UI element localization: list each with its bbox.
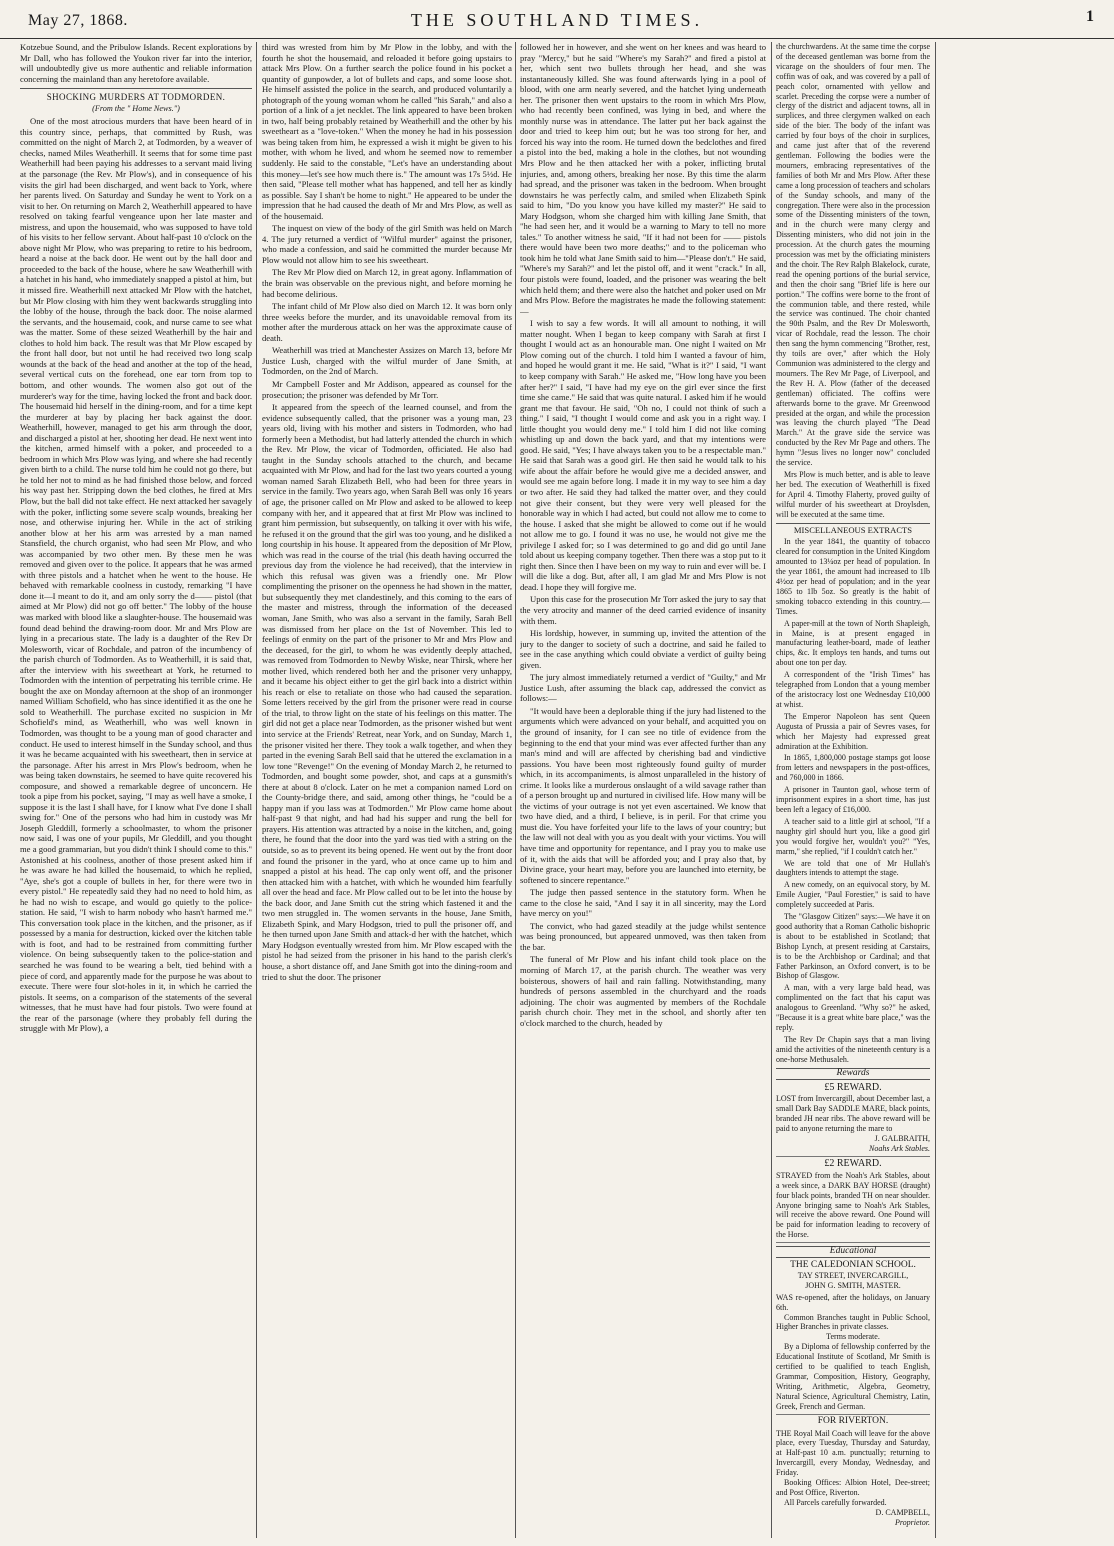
article-paragraph: It appeared from the speech of the learned counsel, and from the evidence subsequently called, that the prisoner was a young man, 23 years old, living with his mother and sisters in Todmorden, who had formerly been a Methodist, but had latterly attended the church in which the Rev. Mr Plow, the vicar of Todmorden, officiated. He also had taught in the Sunday schools attached to the church, and became acquainted with Mr Plow, and had for the last two years courted a young woman named Sarah Elizabeth Bell, who had been for three years in service in the family. Two years ago, when Sarah Bell was only 16 years of age, the prisoner called on Mr Plow and asked to be allowed to keep company with her, and it appeared that at first Mr Plow was inclined to grant him permission, but subsequently, on talking it over with his wife, he refused it on the ground that the girl was too young, and he disliked a long courtship in his house. It appeared from the deposition of Mr Plow, which was read in the course of the trial (his death having occurred the previous day from the violence he had received), that the interview in which this refusal was given was a friendly one. Mr Plow complimenting the prisoner on the openness he had shown in the matter, but subsequently they met clandestinely, and this coming to the ears of the master and mistress, through the information of the deceased woman, Jane Smith, who was also a servant in the family, Sarah Bell was dismissed from her place on the 1st of November. This led to feelings of enmity on the part of the prisoner to Mr and Mrs Plow and the deceased, for the girl, to whom he was evidently deeply attached, was removed from Todmorden to Newby Wiske, near Thirsk, where her mother lived, which rendered both her and the prisoner very unhappy, and it became his object either to get the girl back into a district within his reach or else to retaliate on those who had caused the separation. Some letters received by the girl from the prisoner were read in course of the trial, to throw light on the state of his feelings on this matter. The girl did not get a place near Todmorden, as the prisoner wished but went into service at the Friends' Retreat, near York, and on Sunday, March 1, the prisoner visited her there. They took a walk together, and when they parted in the evening Sarah Bell said that he uttered the exclamation in a low tone "Revenge!" On the evening of Monday March 2, he returned to Todmorden, and bought some powder, shot, and caps at a gunsmith's there at about 8 o'clock. Later on he met a companion named Lord on the County-bridge there, and said, among other things, he "could be a happy man if you lass was at Todmorden." Mr Plow came home about half-past 9 that night, and had had his supper and rung the bell for prayers. His attention was attracted by a noise in the kitchen, and, going there, he found that the door into the yard was tied with a string on the outside, so as to prevent its being opened. He went out by the front door and found the prisoner in the yard, who at once came up to him and snapped a pistol at his head. The cap only went off, and the prisoner then attacked him with a hatchet, with which he wounded him fearfully all over the head and face. Mr Plow called out to be let into the house by the back door, and Jane Smith cut the string which fastened it and the two men struggled in. The women servants in the house, Jane Smith, Elizabeth Spink, and Mary Hodgson, tried to pull the prisoner off, and he then turned upon Jane Smith and attack-d her with the hatchet, which Mary Hodgson eventually wrested from him. Mr Plow escaped with the pistol he had seized from the prisoner in his hand to the parish clerk's house, a short distance off, and Jane Smith got into the dining-room and tried to shut the door. The prisoner xyxy=(262,402,512,982)
column-rule xyxy=(256,42,257,1538)
misc-item: The "Glasgow Citizen" says:—We have it on good authority that a Roman Catholic bishopric is about to be established in Scotland; that Bishop Lynch, at present residing at Carstairs, is to be the Archbishop or Cardinal; and that Father Parkinson, an Oxford convert, is to be Bishop of Glasgow. xyxy=(776,912,930,981)
riverton-signature: D. CAMPBELL, xyxy=(875,1507,930,1517)
article-paragraph: The convict, who had gazed steadily at the judge whilst sentence was being pronounced, but appeared unmoved, was then taken from the bar. xyxy=(520,920,766,952)
school-body: WAS re-opened, after the holidays, on January 6th. xyxy=(776,1292,930,1312)
misc-item: We are told that one of Mr Hullah's daughters intends to attempt the stage. xyxy=(776,858,930,878)
page-mark: 1 xyxy=(1086,8,1094,25)
school-address: TAY STREET, INVERCARGILL, xyxy=(797,1270,909,1280)
article-paragraph: The Rev Mr Plow died on March 12, in great agony. Inflammation of the brain was observable on the previous night, and before morning he had become delirious. xyxy=(262,267,512,299)
article-paragraph: "It would have been a deplorable thing if the jury had listened to the arguments which were advanced on your behalf, and acquitted you on the ground of insanity, for I can see no title of evidence from the beginning to the end that your mind was ever affected further than any man's mind and will are affected by cherishing bad and vindictive passions. You have been most righteously found guilty of murder which, in its accompaniments, is almost unparalleled in the history of crime. It looks like a murderous onslaught of a wild savage rather than of a person brought up and nurtured in civilised life. How many will be the victims of your outrage is not yet even ascertained. We know that two have died, and a third, I believe, is in peril. For that crime you must die. You have forfeited your life to the laws of your country; but the law will not deal with you as you dealt with your victims. You will have time and opportunity for repentance, and I pray you to make use of it, with the aids that will be afforded you; and I pray also that, by Divine grace, your heart may, before you are launched into eternity, be softened to sincere repentance." xyxy=(520,705,766,885)
school-master: JOHN G. SMITH, MASTER. xyxy=(805,1280,901,1290)
riverton-offices: Booking Offices: Albion Hotel, Dee-street; and Post Office, Riverton. xyxy=(776,1478,930,1497)
article-paragraph: The jury almost immediately returned a verdict of "Guilty," and Mr Justice Lush, after assuming the black cap, addressed the convict as follows:— xyxy=(520,672,766,704)
article-paragraph: followed her in however, and she went on her knees and was heard to pray "Mercy," but he said "Where's my Sarah?" and fired a pistol at her, which sent two bullets through her head, and she was instantaneously killed. She was found afterwards lying in a pool of blood, with one arm nearly severed, and the hatchet lying underneath her. The prisoner then went upstairs to the room in which Mrs Plow, who had recently been confined, was lying in bed, and where the monthly nurse was in attendance. The latter put her back against the door and tried to keep him out; but he was too strong for her, and forced his way into the room. He turned down the bedclothes and fired a pistol into the bed, making a hole in the clothes, but not wounding Mrs Plow and he then attacked her with a poker, inflicting brutal injuries, and, among others, breaking her nose. By this time the alarm had spread, and the prisoner was taken in the bedroom. When brought downstairs he was perfectly calm, and smiled when Elizabeth Spink said to him, "Do you know you have killed my master?" He said to Mary Hodgson, whom she charged him with killing Jane Smith, that "he had seen her, and it would be a warning to Mary to tell no more tales." To another witness he said, "If it had not been for —— pistols there would have been two more deaths;" and to the policeman who took him he told what Jane Smith said to him—"Please don't." He said, "Where's my Sarah?" and let the pistol off, and it went "crack." In all, four pistols were found, loaded, and the prisoner was wearing the belt which held them; and there were also the hatchet and poker used on Mr and Mrs Plow. Before the magistrates he made the following statement:— xyxy=(520,42,766,316)
misc-item: A correspondent of the "Irish Times" has telegraphed from London that a young member of the aristocracy lost one Wednesday £10,000 at whist. xyxy=(776,670,930,709)
article-paragraph: One of the most atrocious murders that have been heard of in this country since, perhaps, that committed by Rush, was committed on the night of March 2, at Todmorden, by a weaver of checks, named Miles Weatherhill. It seems that for some time past Weatherhill had been paying his addresses to a servant maid living at the parsonage (the Rev. Mr Plow's), and in consequence of his visits the girl had been discharged, and went back to York, where her parents lived. On Saturday and Sunday he went to York on a visit to her. On returning on March 2, Weatherhill appeared to have resolved on taking fearful vengeance upon her late master and mistress, and upon the housemaid, who was supposed to have told of his visits to her fellow servant. About half-past 10 o'clock on the above night Mr Plow, who was preparing to retire to his bedroom, heard a noise at the back door. He went out by the hall door and proceeded to the back of the house, where he saw Weatherhill with a hatchet in his hand, who immediately snapped a pistol at him, but it missed fire. Weatherhill next attacked Mr Plow with the hatchet, but Mr Plow closing with him they went backwards struggling into the lobby of the house, through the back door. The noise alarmed the servants, and the housemaid, cook, and nurse came to see what was the matter. Some of these seized Weatherhill by the hair and clothes to hold him back. The result was that Mr Plow escaped by the front hall door, but not until he had received two long scalp wounds at the back of the head and another at the top of the head, several vertical cuts on the forehead, one ear torn from top to bottom, and other wounds. The women also got out of the murderer's way for the time, having locked the front and back door. The housemaid hid herself in the dining-room, and for a time kept the murderer at bay by placing her back against the door. Weatherhill, however, managed to get his arm through the door, and discharged a pistol at her, shooting her dead. He next went into the kitchen, armed himself with a poker, and proceeded to a bedroom in which Mrs Plow was lying, and where she had recently given birth to a child. The nurse told him he could not go there, but he told her not to mind as he had finished those below, and forced his way past her. Stripping down the bed clothes, he fired at Mrs Plow, but the ball did not take effect. He next attacked her savagely with the poker, inflicting some severe scalp wounds, breaking her nose, and otherwise injuring her. While in the act of striking another blow at her his arm was arrested by a man named Stansfield, the church organist, who had seen Mr Plow, and who was accompanied by two other men. By these men he was removed and given over to the police. It appears that he was armed with three pistols and a hatchet when he went to the house. He behaved with remarkable coolness in custody, remarking "I have done it—I meant to do it, and am only sorry the d—— pistol (that aimed at Mr Plow) did not go off better." The lobby of the house was marked with blood like a slaughter-house. The housemaid was found dead behind the drawing-room door. Mr and Mrs Plow are lying in a precarious state. The lady is a daughter of the Rev Dr Molesworth, vicar of Rochdale, and patron of the incumbency of the parish church of Todmorden. As to Weatherhill, it is said that, after the interview with his sweetheart at York, he returned to Todmorden with the intention of perpetrating his terrible crime. He bought the axe on Monday afternoon at the shop of an ironmonger named William Schofield, who has since identified it as the one he sold to Weatherhill. The purchase excited no suspicion in Mr Schofield's mind, as Weatherhill, who was well known in Todmorden, was thought to be a young man of good character and conduct. He used to interest himself in the Sunday school, and thus it was he became acquainted with his sweetheart, then in service at the parsonage. After his arrest in Mrs Plow's bedroom, when he was being taken downstairs, he seemed to have quite recovered his composure, and showed a remarkable degree of unconcern. He took a pipe from his pocket, saying, "I may as well have a smoke, I suppose it is the last I shall have, for I know what I've done I shall swing for." One of the persons who had him in custody was Mr Joseph Gleddill, formerly a schoolmaster, to whom the prisoner now said, I was one of your pupils, Mr Gleddill, and you thought me a good grammarian, but you didn't think I should come to this." Astonished at his coolness, another of those present asked him if he was aware he had killed the housemaid, to which he replied, "Aye, she's got a couple of bullets in her, for there were two in every pistol." He repeatedly said they had no need to hold him, as he had no wish to escape, and would go quietly to the police-station. He said, "I wish to harm nobody who hasn't harmed me." This conversation took place in the kitchen, and the prisoner, as if possessed by a mania for destruction, kicked over the kitchen table with is foot, and had to be restrained from committing further violence. On being subsequently taken to the police-station and searched he was found to be wearing a belt, tied behind with a piece of cord, and apparently made for the purpose he was about to execute. There were four slot-holes in it, in which he carried the pistols. It seems, on a comparison of the statements of the several witnesses, that he must have had four pistols. Two were found at the rear of the parsonage (where they probably fell during the struggle with Mr Plow), a xyxy=(20,116,252,1034)
misc-item: A prisoner in Taunton gaol, whose term of imprisonment expires in a short time, has just been left a legacy of £16,000. xyxy=(776,785,930,814)
reward-name: J. GALBRAITH, xyxy=(874,1134,930,1144)
column-1 xyxy=(20,42,252,1540)
article-paragraph: The funeral of Mr Plow and his infant child took place on the morning of March 17, at the parish church. The weather was very boisterous, showers of hail and rain falling. Notwithstanding, many hundreds of persons assembled in the churchyard and the roads adjoining. The choir was augmented by members of the Rochdale parish church choir. They met in the school, and shortly after ten o'clock marched to the church, headed by xyxy=(520,954,766,1028)
article-paragraph: The infant child of Mr Plow also died on March 12. It was born only three weeks before the murder, and its unavoidable removal from its mother after the murderous attack on her was the approximate cause of death. xyxy=(262,301,512,343)
riverton-parcels: All Parcels carefully forwarded. xyxy=(784,1497,887,1507)
article-paragraph: The inquest on view of the body of the girl Smith was held on March 4. The jury returned a verdict of "Wilful murder" against the prisoner, who made a confession, and said he committed the murder because Mr Plow would not allow him to see his sweetheart. xyxy=(262,223,512,265)
misc-heading: MISCELLANEOUS EXTRACTS xyxy=(776,523,930,536)
reward-title: £5 REWARD. xyxy=(824,1081,882,1093)
misc-item: The Emperor Napoleon has sent Queen Augusta of Prussia a pair of Sevres vases, for which her Majesty had expressed great admiration at the Exhibition. xyxy=(776,711,930,751)
article-paragraph: I wish to say a few words. It will all amount to nothing, it will matter nought. When I began to keep company with Sarah at first I thought I would act as an honourable man. One night I waited on Mr Plow coming out of the church. I told him I wanted a favour of him, and hoped he would grant it me. He said, "What is it?" I said, "I want to keep company with Sarah." He asked me, "How long have you been after her?" I said, "I have had my eye on the girl ever since the first time she came." He said that was quite natural. I asked him if he would grant me that favour. He said, "Oh no, I could not think of such a thing." I said, "I thought I would come and ask you in a right way. I little thought you would deny me." I told him I did not like coming whistling up and down the back yard, and that my intentions were good. He said, "Yes; I have always taken you to be a respectable man." He said that Sarah was a good girl. He then said he would talk to his wife about the affair before he would give me a decided answer, and would see me again before long. I made it in my way to see him a day or two after. He said they had talked the matter over, and they could not give their consent, but they were very well pleased for the honorable way in which I had acted, but could not allow me to come to the house. I asked that she might be allowed to come out if he would not allow me to go. I found it was no use, he would not give me the privilege I asked for; so I was determined to go and did go until Jane told about us keeping company together. Then there was a stop put to it right then. Since then I have been on my way to ruin and ever will be. I will die like a dog. But, after all, I am glad Mr and Mrs Plow is not dead. I hope they will forgive me. xyxy=(520,318,766,592)
article-paragraph: the churchwardens. At the same time the corpse of the deceased gentleman was borne from the vicarage on the shoulders of four men. The coffin was of oak, and was covered by a pall of peach color, ornamented with yellow and scarlet. Preceding the corpse were a number of clergy of the district and adjacent towns, all in surplices, and three clergymen walked on each side of the bier. The body of the infant was carried by four boys of the choir in surplices, and came just after that of the reverend gentleman. Following the bodies were the mourners, embracing representatives of the families of both Mr and Mrs Plow. After these came a long procession of teachers and scholars of the Sunday schools, and many of the congregation. There were also in the procession some of the Dissenting ministers of the town, and in the church were many clergy and Dissenting ministers, who did not join in the procession. At the church gates the mourning procession was met by the officiating ministers and the choir. The Rev Ralph Blakelock, curate, read the opening portions of the burial service, and then the choir sang "Brief life is here our portion." The coffins were borne to the front of the communion table, and there rested, while the service was continued. The choir chanted the 90th Psalm, and the Rev Dr Molesworth, vicar of Rochdale, read the lesson. The choir then sang the hymn commencing "Brother, rest, thy toils are over," after which the Holy Communion was administered to the clergy and mourners. The Rev Mr Page, of Liverpool, and the Rev H. A. Plow (father of the deceased gentleman) officiated. The coffins were afterwards borne to the grave. Mr Greenwood presided at the organ, and while the procession was leaving the church played "The Dead March." At the grave side the service was conducted by the Rev Mr Page and others. The hymn "Jesus lives no longer now" concluded the service. xyxy=(776,42,930,468)
article-headline: SHOCKING MURDERS AT TODMORDEN. xyxy=(20,88,252,103)
newspaper-title: THE SOUTHLAND TIMES. xyxy=(410,10,704,30)
misc-item: The Rev Dr Chapin says that a man living amid the activities of the nineteenth century is a one-horse Methusaleh. xyxy=(776,1034,930,1064)
riverton-title: FOR RIVERTON. xyxy=(817,1415,889,1426)
issue-date: May 27, 1868. xyxy=(28,12,128,29)
reward-place: Noahs Ark Stables. xyxy=(776,1144,930,1157)
column-3 xyxy=(520,42,766,1540)
school-terms: Terms moderate. xyxy=(826,1332,880,1342)
reward-body: LOST from Invercargill, about December last, a small Dark Bay SADDLE MARE, black points, branded JH near ribs. The above reward will be paid to anyone returning the mare to xyxy=(776,1094,930,1134)
article-paragraph: Upon this case for the prosecution Mr Torr asked the jury to say that the very atrocity and manner of the deed carried evidence of insanity with them. xyxy=(520,594,766,626)
riverton-body: THE Royal Mail Coach will leave for the above place, every Tuesday, Thursday and Saturday, at Half-past 10 a.m. punctually; returning to Invercargill, every Monday, Wednesday, and Friday. xyxy=(776,1428,930,1478)
column-2 xyxy=(262,42,512,1540)
misc-item: In 1865, 1,800,000 postage stamps got loose from letters and newspapers in the post-offices, and 760,000 in 1866. xyxy=(776,753,930,783)
article-paragraph: Mrs Plow is much better, and is able to leave her bed. The execution of Weatherhill is fixed for April 4. Timothy Flaherty, proved guilty of wilful murder of his sweetheart at Droylsden, will be executed at the same time. xyxy=(776,469,930,519)
misc-item: A teacher said to a little girl at school, "If a naughty girl should hurt you, like a good girl you would forgive her, wouldn't you?" "Yes, marm," she replied, "if I couldn't catch her." xyxy=(776,816,930,856)
article-source: (From the " Home News.") xyxy=(92,103,180,113)
rewards-section-heading: Rewards xyxy=(776,1068,930,1080)
article-paragraph: Mr Campbell Foster and Mr Addison, appeared as counsel for the prosecution; the prisoner was defended by Mr Torr. xyxy=(262,378,512,400)
article-paragraph: Weatherhill was tried at Manchester Assizes on March 13, before Mr Justice Lush, charged with the wilful murder of Jane Smith, at Todmorden, on the 2nd of March. xyxy=(262,345,512,377)
misc-item: A new comedy, on an equivocal story, by M. Emile Augier, "Paul Forestier," is said to have completely succeeded at Paris. xyxy=(776,880,930,910)
school-body: Common Branches taught in Public School, Higher Branches in private classes. xyxy=(776,1312,930,1332)
misc-item: A paper-mill at the town of North Shapleigh, in Maine, is at present engaged in manufacturing leather-board, made of leather chips, &c. It employs ten hands, and turns out about one ton per day. xyxy=(776,618,930,668)
article-paragraph: The judge then passed sentence in the statutory form. When he came to the close he said, "And I say it in all sincerity, may the Lord have mercy on you!" xyxy=(520,887,766,919)
column-rule xyxy=(771,42,772,1538)
misc-item: A man, with a very large bald head, was complimented on the fact that his caput was analogous to Greenland. "Why so?" he asked, "Because it is a great white bare place," was the reply. xyxy=(776,983,930,1032)
article-paragraph: His lordship, however, in summing up, invited the attention of the jury to the danger to society of such a doctrine, and said he failed to see in the case anything which could obviate a verdict of guilty being given. xyxy=(520,628,766,670)
school-body: By a Diploma of fellowship conferred by the Educational Institute of Scotland, Mr Smith is certified to be qualified to teach English, Grammar, Composition, History, Geography, Writing, Arithmetic, Algebra, Geometry, Natural Science, Agricultural Chemistry, Latin, Greek, French and German. xyxy=(776,1342,930,1414)
article-paragraph: third was wrested from him by Mr Plow in the lobby, and with the fourth he shot the housemaid, and reloaded it before going upstairs to attack Mrs Plow. On a further search the police found in his pocket a quantity of gunpowder, a lot of bullets and caps, and some loose shot. He himself assisted the police in the search, and produced voluntarily a photograph of the young woman whom he called "his Sarah," and also a portion of a link of a jet necklet. The link appeared to have been broken in two, half being probably retained by Weatherhill and the other by his sweetheart as a "love-token." When the money he had in his possession was being taken from him, he expressed a wish it might be given to his mother, with whom he lived, and whom he seemed now to remember suddenly. He said to the constable, "Let's have an understanding about this money—let's see how much there is." The amount was 17s 5½d. He then said, "Please tell mother what has happened, and tell her as kindly as possible. Say I shan't be home to night." He appeared to be under the impression that he had caused the death of Mr and Mrs Plow, as well as of the housemaid. xyxy=(262,42,512,221)
column-4 xyxy=(776,42,930,1540)
educational-section-heading: Educational xyxy=(776,1246,930,1258)
reward-body: STRAYED from the Noah's Ark Stables, about a week since, a DARK BAY HORSE (draught) four black points, branded TH on near shoulder. Anyone bringing same to Noah's Ark Stables, will receive the above reward. One Pound will be paid for information leading to recovery of the Horse. xyxy=(776,1171,930,1243)
intro-paragraph: Kotzebue Sound, and the Pribulow Islands. Recent explorations by Mr Dall, who has followed the Youkon river far into the interior, will undoubtedly give us more authentic and reliable information concerning the mainland than any heretofore available. xyxy=(20,42,252,84)
page-header xyxy=(0,0,1114,39)
riverton-role: Proprietor. xyxy=(894,1517,930,1527)
reward-title: £2 REWARD. xyxy=(824,1157,882,1169)
column-rule xyxy=(515,42,516,1538)
misc-item: In the year 1841, the quantity of tobacco cleared for consumption in the United Kingdom amounted to 13¼oz per head of population. In the year 1861, the amount had increased to 1lb 4½oz per head of population; and in the year 1865 to 1lb 5oz. So greatly is the habit of smoking tobacco extending in this country.—Times. xyxy=(776,537,930,616)
column-rule xyxy=(935,42,936,1538)
school-title: THE CALEDONIAN SCHOOL. xyxy=(790,1260,916,1271)
